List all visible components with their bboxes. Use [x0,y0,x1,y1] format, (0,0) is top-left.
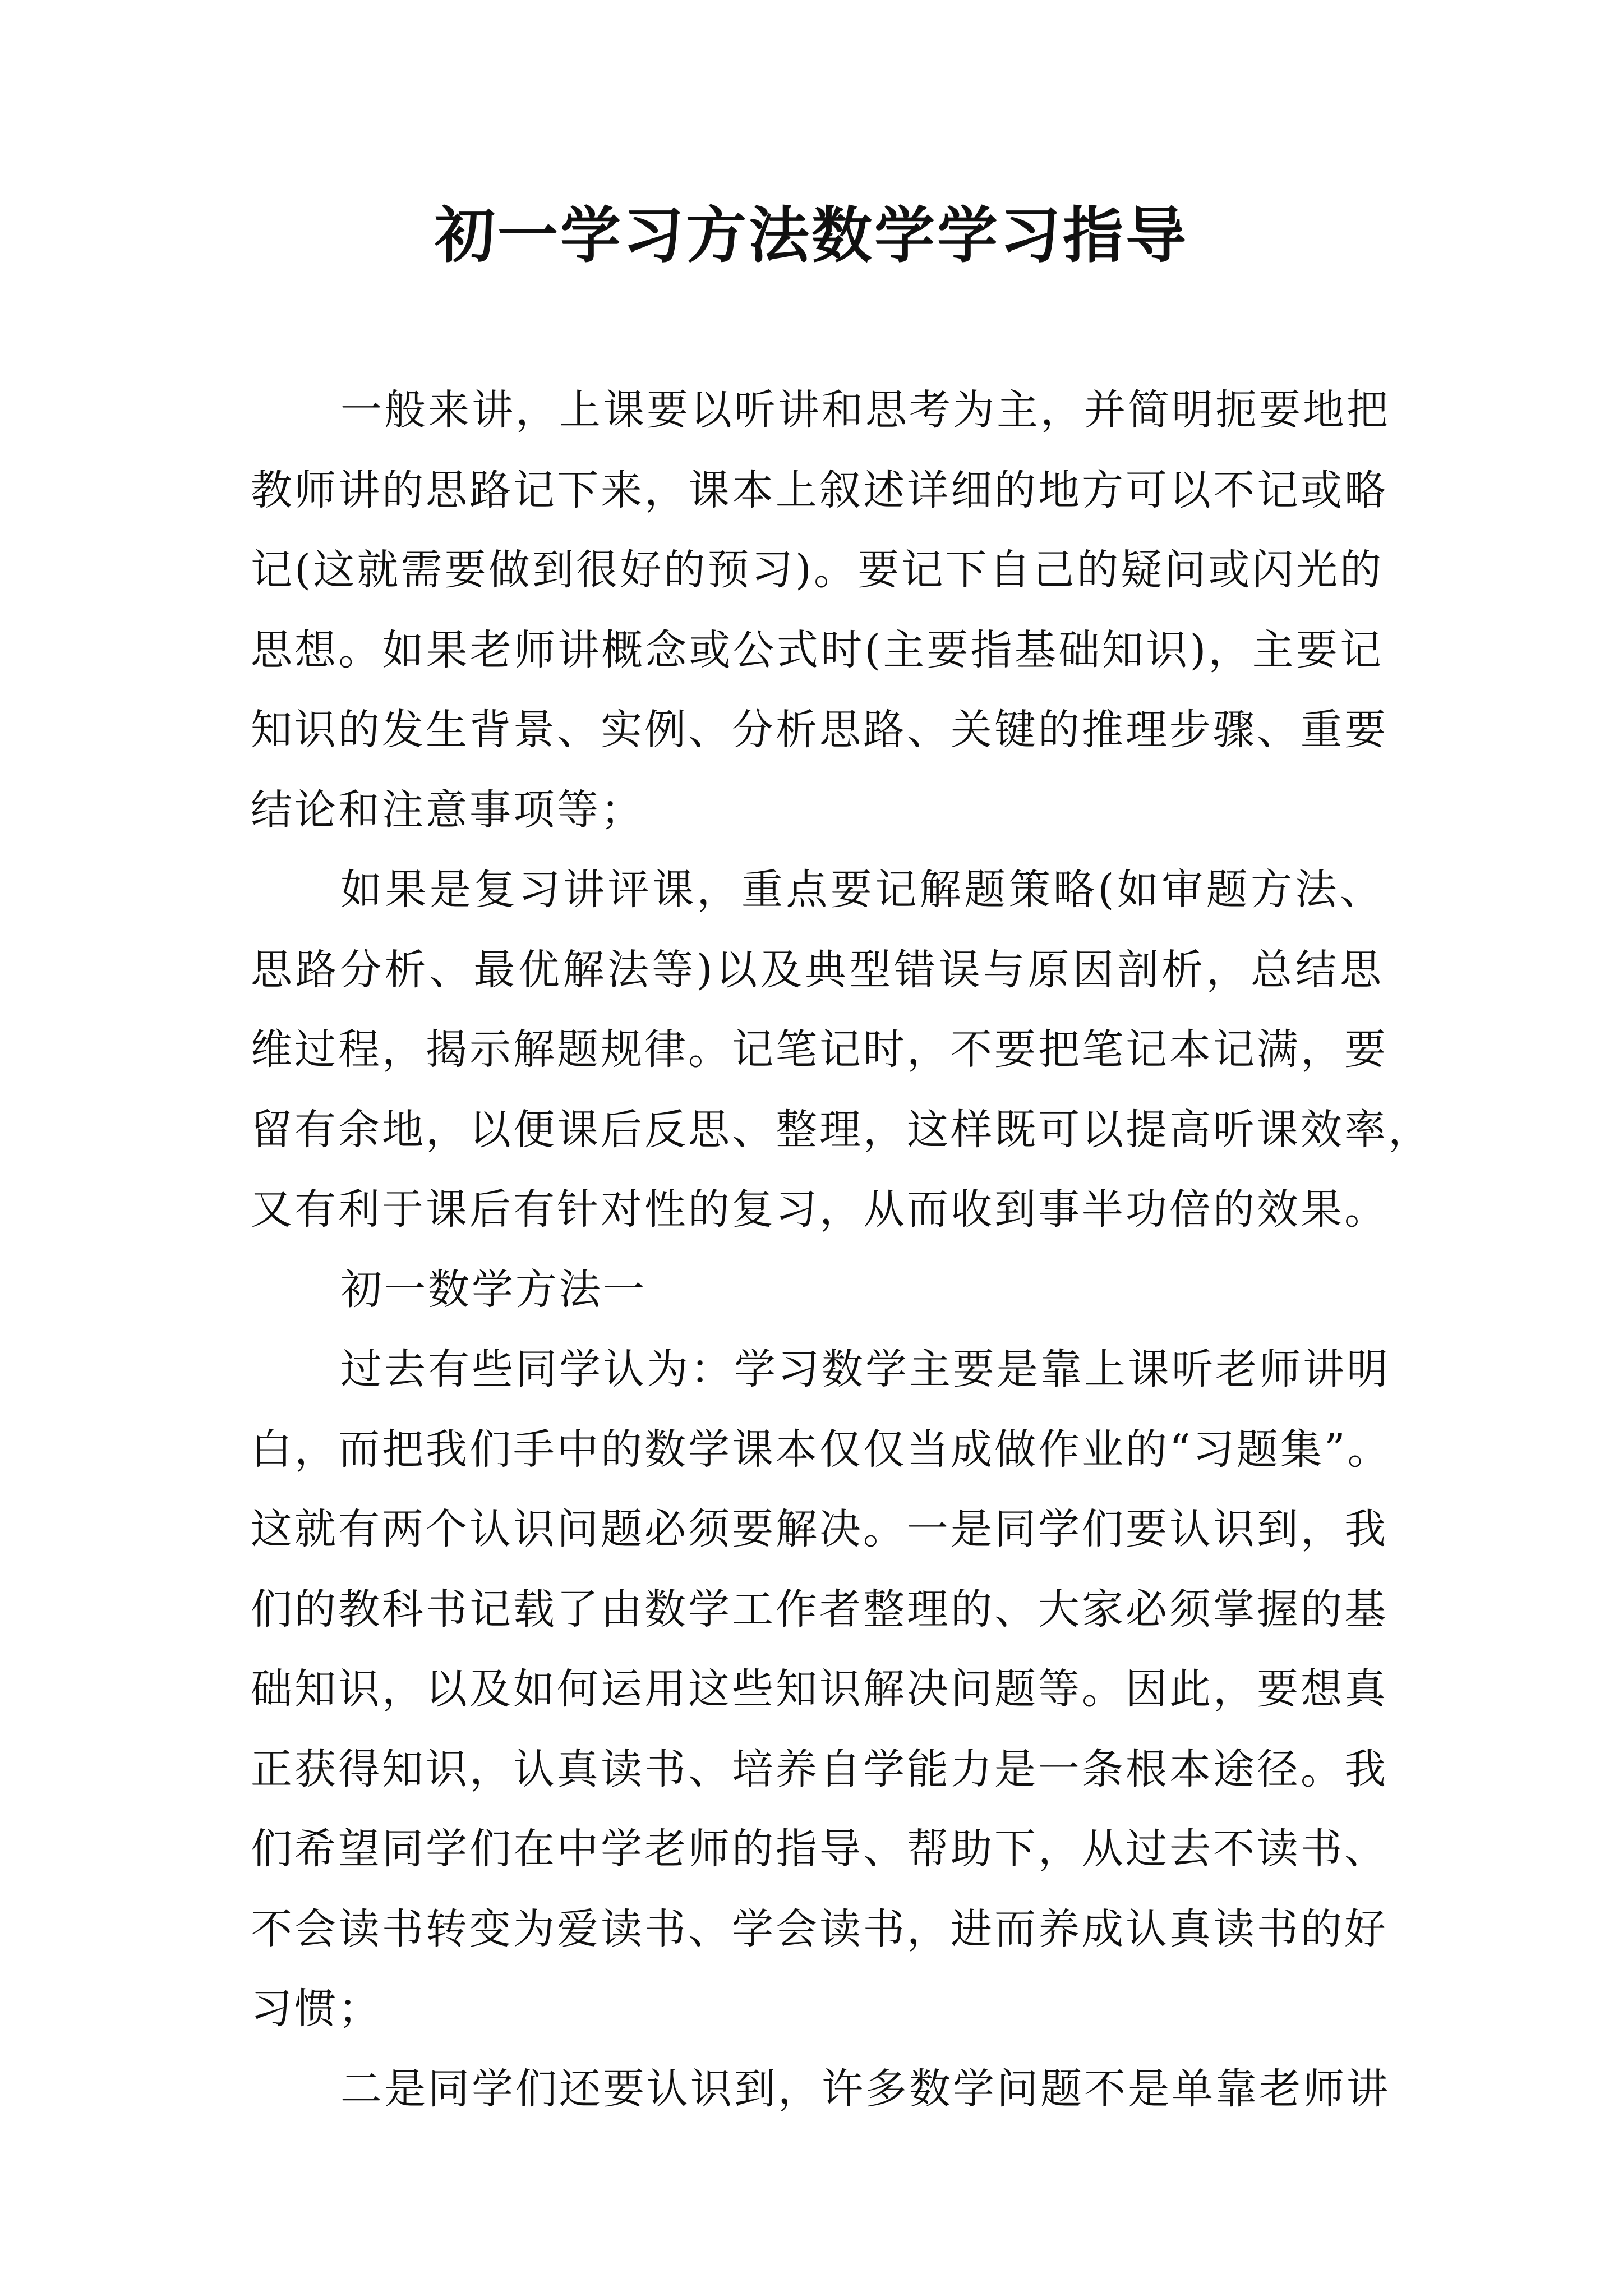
text-line: 记(这就需要做到很好的预习)。要记下自己的疑问或闪光的 [251,546,1384,594]
text-line: 思路分析、最优解法等)以及典型错误与原因剖析，总结思 [251,945,1384,994]
text-line: 不会读书转变为爱读书、学会读书，进而养成认真读书的好 [251,1904,1388,1953]
text-line: 这就有两个认识问题必须要解决。一是同学们要认识到，我 [251,1505,1388,1553]
section-heading: 初一数学方法一 [340,1265,647,1314]
text-line: 们的教科书记载了由数学工作者整理的、大家必须掌握的基 [251,1585,1388,1634]
text-line: 如果是复习讲评课，重点要记解题策略(如审题方法、 [340,866,1384,914]
text-line: 二是同学们还要认识到，许多数学问题不是单靠老师讲 [340,2064,1390,2113]
text-line: 思想。如果老师讲概念或公式时(主要指基础知识)，主要记 [251,625,1384,674]
text-line: 留有余地，以便课后反思、整理，这样既可以提高听课效率， [251,1105,1432,1154]
text-line: 们希望同学们在中学老师的指导、帮助下，从过去不读书、 [251,1825,1388,1873]
text-line: 维过程，揭示解题规律。记笔记时，不要把笔记本记满，要 [251,1025,1388,1074]
document-body [251,370,1432,2129]
text-line: 又有利于课后有针对性的复习，从而收到事半功倍的效果。 [251,1185,1388,1234]
text-line: 知识的发生背景、实例、分析思路、关键的推理步骤、重要 [251,706,1388,754]
text-line: 教师讲的思路记下来，课本上叙述详细的地方可以不记或略 [251,466,1388,514]
text-line: 一般来讲，上课要以听讲和思考为主，并简明扼要地把 [340,386,1390,434]
document-title: 初一学习方法数学学习指导 [434,200,1188,271]
text-line: 过去有些同学认为：学习数学主要是靠上课听老师讲明 [340,1345,1390,1393]
text-line: 正获得知识，认真读书、培养自学能力是一条根本途径。我 [251,1745,1388,1793]
text-line: 结论和注意事项等； [251,785,644,834]
text-line: 习惯； [251,1985,382,2033]
text-line: 白，而把我们手中的数学课本仅仅当成做作业的“习题集”。 [251,1425,1391,1474]
text-line: 础知识，以及如何运用这些知识解决问题等。因此，要想真 [251,1665,1388,1713]
